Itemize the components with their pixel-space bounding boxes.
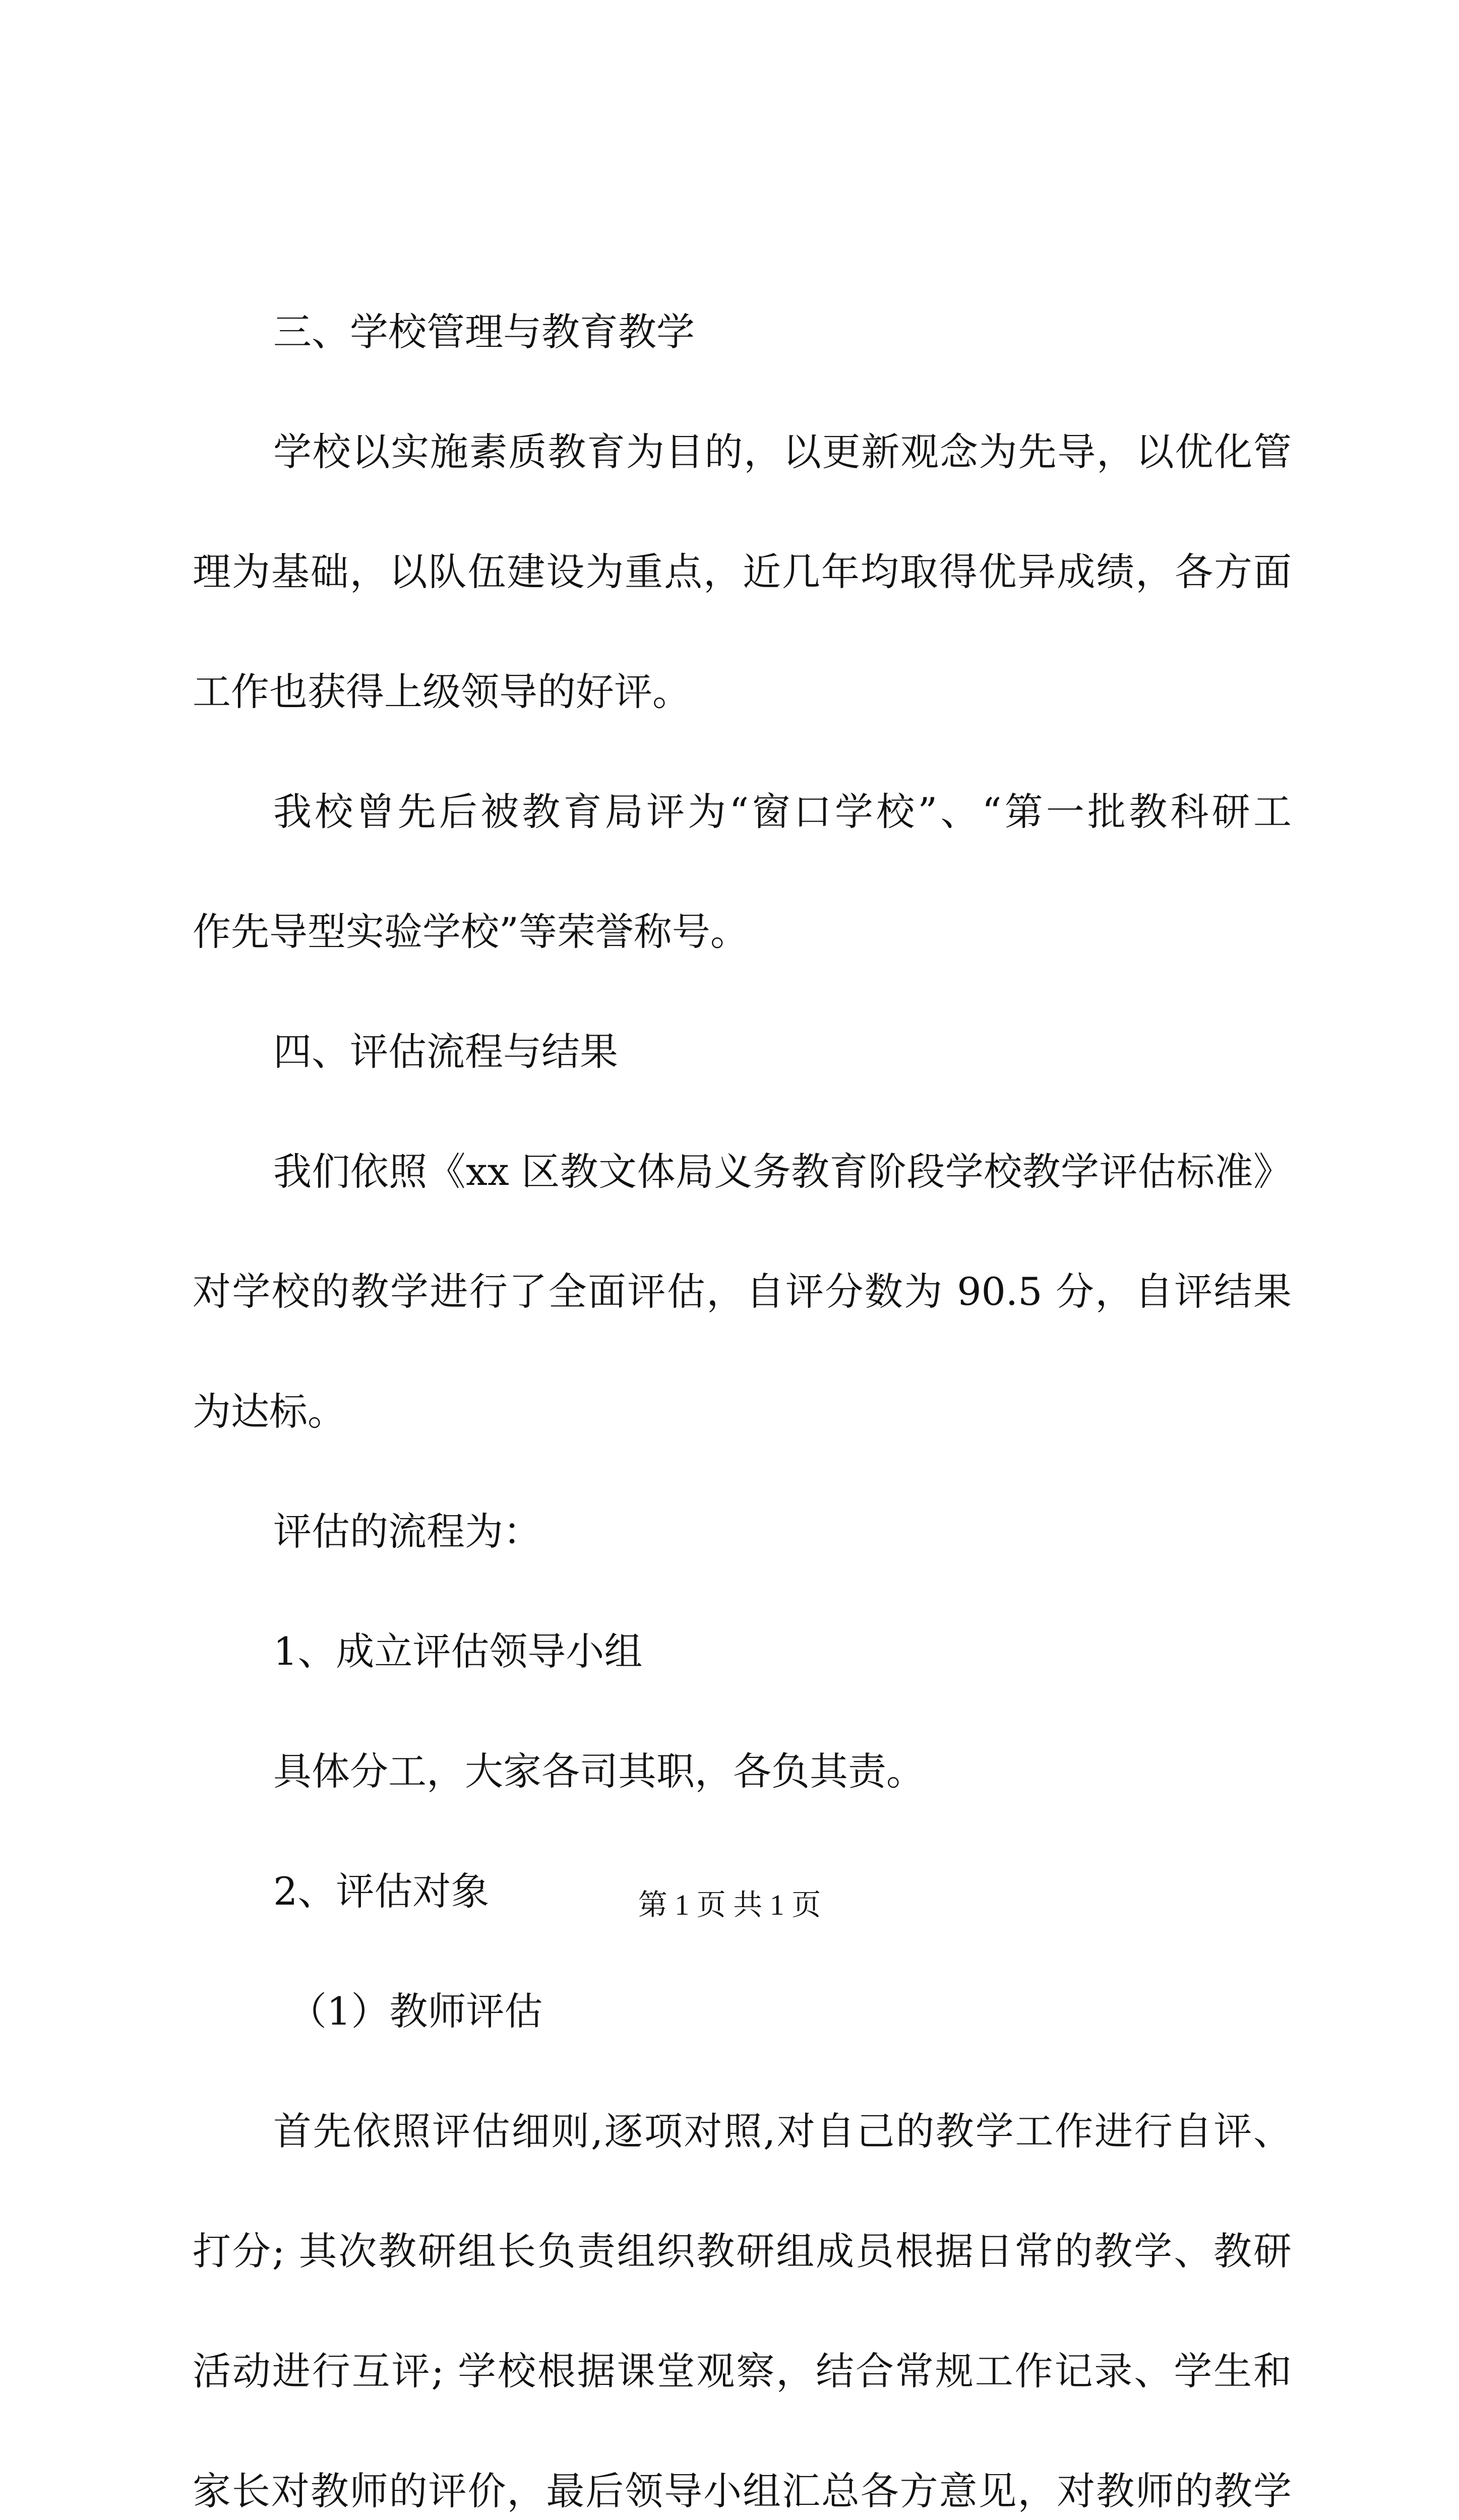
paragraph-line: 作先导型实验学校”等荣誉称号。 (193, 909, 749, 954)
section-heading-3: 三、学校管理与教育教学 (273, 309, 695, 354)
paragraph-line: 学校以实施素质教育为目的，以更新观念为先导，以优化管 (273, 429, 1292, 474)
list-item-heading: 2、评估对象 (273, 1869, 490, 1914)
sub-item-heading: （1）教师评估 (288, 1989, 543, 2034)
paragraph-line: 活动进行互评; 学校根据课堂观察，结合常规工作记录、学生和 (193, 2349, 1292, 2393)
paragraph-line: 我校曾先后被教育局评为“窗口学校”、“第一批教科研工 (273, 789, 1292, 834)
paragraph-line: 对学校的教学进行了全面评估，自评分数为 90.5 分，自评结果 (193, 1269, 1292, 1314)
page-footer (0, 1885, 1459, 1925)
paragraph-line: 工作也获得上级领导的好评。 (193, 669, 691, 714)
paragraph-line: 家长对教师的评价，最后领导小组汇总各方意见，对教师的教学 (193, 2469, 1292, 2513)
paragraph-line: 我们依照《xx 区教文体局义务教育阶段学校教学评估标准》 (273, 1149, 1292, 1194)
paragraph-line: 打分; 其次教研组长负责组织教研组成员根据日常的教学、教研 (193, 2229, 1292, 2274)
paragraph-line: 评估的流程为： (273, 1509, 541, 1554)
paragraph-line: 首先依照评估细则,逐项对照,对自己的教学工作进行自评、 (273, 2109, 1292, 2154)
paragraph-line: 为达标。 (193, 1389, 346, 1434)
paragraph-line: 具体分工，大家各司其职，各负其责。 (273, 1749, 925, 1794)
document-body (193, 272, 1292, 2520)
page-number-label: 第 1 页 共 1 页 (638, 1888, 821, 1921)
list-item-heading: 1、成立评估领导小组 (273, 1629, 643, 1674)
paragraph-line: 理为基础，以队伍建设为重点，近几年均取得优异成绩，各方面 (193, 549, 1292, 594)
section-heading-4: 四、评估流程与结果 (273, 1029, 618, 1074)
